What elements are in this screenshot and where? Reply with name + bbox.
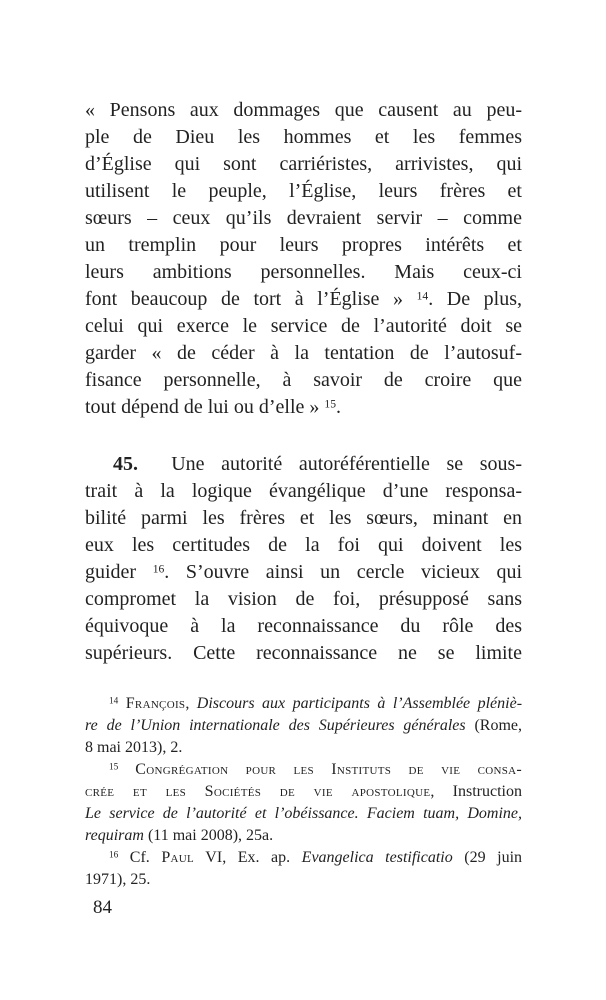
text-segment: ple de Dieu les hommes et les femmes bbox=[85, 126, 522, 148]
text-segment: sœurs – ceux qu’ils devraient servir – comme bbox=[85, 207, 522, 229]
text-segment: un tremplin pour leurs propres intérêts et bbox=[85, 234, 522, 256]
text-line bbox=[85, 715, 522, 737]
text-segment: utilisent le peuple, l’Église, leurs frères et bbox=[85, 180, 522, 202]
text-segment: équivoque à la reconnaissance du rôle des bbox=[85, 615, 522, 637]
text-line bbox=[85, 613, 522, 640]
numbered-paragraph-45 bbox=[85, 451, 522, 667]
sc-text-segment: Paul bbox=[161, 849, 195, 866]
text-segment bbox=[118, 695, 125, 712]
italic-text-segment: Discours aux participants à l’Assemblée pléniè- bbox=[196, 695, 523, 712]
footnote-15 bbox=[85, 759, 522, 847]
footnote-ref-superscript: 16 bbox=[109, 850, 119, 861]
text-line bbox=[85, 825, 522, 847]
text-line bbox=[85, 286, 522, 313]
text-line bbox=[85, 737, 522, 759]
text-segment: tout dépend de lui ou d’elle » bbox=[85, 396, 325, 418]
page-number: 84 bbox=[93, 897, 112, 918]
text-segment: garder « de céder à la tentation de l’autosuf- bbox=[85, 342, 522, 364]
text-segment: (Rome, bbox=[465, 717, 523, 734]
text-line bbox=[85, 340, 522, 367]
text-line bbox=[85, 259, 522, 286]
footnote-16 bbox=[85, 847, 522, 891]
text-line bbox=[85, 313, 522, 340]
footnote-ref-superscript: 15 bbox=[109, 762, 119, 773]
text-line bbox=[85, 532, 522, 559]
italic-text-segment: Le service de l’autorité et l’obéissance. Faciem tuam, Domine, bbox=[85, 805, 522, 822]
text-line bbox=[85, 781, 522, 803]
sc-text-segment: crée et les Sociétés de vie apostolique bbox=[85, 783, 431, 800]
text-line bbox=[85, 394, 522, 421]
text-line bbox=[85, 151, 522, 178]
text-line bbox=[85, 640, 522, 667]
text-line bbox=[85, 232, 522, 259]
italic-text-segment: requiram bbox=[85, 827, 144, 844]
text-line bbox=[85, 124, 522, 151]
text-segment bbox=[118, 761, 135, 778]
footnote-14 bbox=[85, 693, 522, 759]
text-segment: (29 juin bbox=[452, 849, 523, 866]
text-segment: . bbox=[335, 396, 341, 418]
text-line bbox=[85, 367, 522, 394]
text-segment: Cf. bbox=[118, 849, 162, 866]
footnote-ref-superscript: 15 bbox=[324, 397, 336, 411]
footnotes-section bbox=[85, 693, 522, 891]
text-line bbox=[85, 759, 522, 781]
footnote-ref-superscript: 14 bbox=[109, 696, 119, 707]
text-segment: VI, Ex. ap. bbox=[194, 849, 302, 866]
text-segment: , bbox=[185, 695, 197, 712]
text-segment: leurs ambitions personnelles. Mais ceux-ci bbox=[85, 261, 522, 283]
text-segment: guider bbox=[85, 561, 153, 583]
text-segment: , Instruction bbox=[430, 783, 522, 800]
text-line bbox=[85, 505, 522, 532]
sc-text-segment: François bbox=[125, 695, 186, 712]
text-line bbox=[85, 586, 522, 613]
quote-paragraph bbox=[85, 97, 522, 421]
text-segment: 8 mai 2013), 2. bbox=[85, 739, 183, 756]
text-segment: celui qui exerce le service de l’autorité doit se bbox=[85, 315, 522, 337]
text-line bbox=[85, 693, 522, 715]
text-segment: compromet la vision de foi, présupposé sans bbox=[85, 588, 522, 610]
text-line bbox=[85, 869, 522, 891]
text-segment: fisance personnelle, à savoir de croire que bbox=[85, 369, 522, 391]
text-segment: bilité parmi les frères et les sœurs, minant en bbox=[85, 507, 522, 529]
text-segment: supérieurs. Cette reconnaissance ne se limite bbox=[85, 642, 522, 664]
text-segment: (11 mai 2008), 25a. bbox=[143, 827, 274, 844]
footnote-ref-superscript: 16 bbox=[152, 562, 165, 576]
sc-text-segment: Congrégation pour les Instituts de vie consa- bbox=[135, 761, 522, 778]
text-segment: . De plus, bbox=[428, 288, 522, 310]
text-line bbox=[85, 97, 522, 124]
text-block bbox=[85, 97, 522, 891]
text-segment: « Pensons aux dommages que causent au peu- bbox=[85, 99, 522, 121]
text-line bbox=[85, 559, 522, 586]
italic-text-segment: Evangelica testificatio bbox=[301, 849, 453, 866]
text-segment: eux les certitudes de la foi qui doivent les bbox=[85, 534, 522, 556]
body-paragraphs bbox=[85, 97, 522, 667]
text-segment: 1971), 25. bbox=[85, 871, 151, 888]
text-segment: trait à la logique évangélique d’une responsa- bbox=[85, 480, 522, 502]
text-segment: Une autorité autoréférentielle se sous- bbox=[138, 453, 522, 475]
footnote-ref-superscript: 14 bbox=[416, 289, 429, 303]
text-line bbox=[85, 451, 522, 478]
bold-text-segment: 45. bbox=[113, 453, 138, 475]
text-segment: d’Église qui sont carriéristes, arrivistes, qui bbox=[85, 153, 522, 175]
text-segment: . S’ouvre ainsi un cercle vicieux qui bbox=[164, 561, 523, 583]
text-segment: font beaucoup de tort à l’Église » bbox=[85, 288, 417, 310]
text-line bbox=[85, 478, 522, 505]
text-line bbox=[85, 205, 522, 232]
text-line bbox=[85, 178, 522, 205]
text-line bbox=[85, 803, 522, 825]
text-line bbox=[85, 847, 522, 869]
italic-text-segment: re de l’Union internationale des Supérieures générales bbox=[85, 717, 466, 734]
